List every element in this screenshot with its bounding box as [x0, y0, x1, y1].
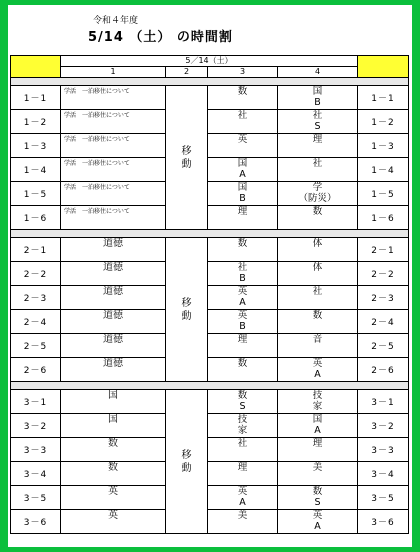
class-label: 1－1	[11, 86, 61, 110]
period-header-3: 3	[208, 67, 278, 78]
class-label: 1－3	[11, 134, 61, 158]
period-3-cell: 理	[208, 462, 278, 486]
class-label: 3－5	[11, 486, 61, 510]
class-label: 3－4	[11, 462, 61, 486]
class-label: 2－5	[11, 334, 61, 358]
table-row	[11, 462, 409, 486]
period-4-cell: 美	[278, 462, 358, 486]
period-1-cell: 道徳	[61, 310, 166, 334]
class-label-right: 2－2	[358, 262, 409, 286]
period-4-cell: 英 A	[278, 358, 358, 382]
table-row	[11, 486, 409, 510]
era-year-label: 令和４年度	[93, 16, 139, 26]
class-label-right: 2－3	[358, 286, 409, 310]
class-label: 3－3	[11, 438, 61, 462]
table-row	[11, 110, 409, 134]
period-1-cell: 英	[61, 486, 166, 510]
period-1-cell: 学活 一泊移住について	[61, 86, 166, 110]
period-4-cell: 社	[278, 158, 358, 182]
class-label: 2－6	[11, 358, 61, 382]
class-label: 2－2	[11, 262, 61, 286]
period-4-cell: 体	[278, 262, 358, 286]
grade-separator	[11, 382, 409, 390]
period-1-cell: 学活 一泊移住について	[61, 206, 166, 230]
period-4-cell: 音	[278, 334, 358, 358]
period-1-cell: 学活 一泊移住について	[61, 110, 166, 134]
class-label-right: 3－5	[358, 486, 409, 510]
period-1-cell: 道徳	[61, 334, 166, 358]
period-3-cell: 社 B	[208, 262, 278, 286]
class-label-right: 2－5	[358, 334, 409, 358]
timetable-sheet	[8, 5, 412, 547]
period-3-cell: 英 A	[208, 486, 278, 510]
grade-separator	[11, 78, 409, 86]
period-3-cell: 数 S	[208, 390, 278, 414]
class-label-right: 2－4	[358, 310, 409, 334]
header-corner-right	[358, 56, 409, 78]
period-4-cell: 学 （防災）	[278, 182, 358, 206]
table-row	[11, 134, 409, 158]
table-row	[11, 206, 409, 230]
class-label-right: 1－6	[358, 206, 409, 230]
period-4-cell: 国 A	[278, 414, 358, 438]
class-label-right: 1－1	[358, 86, 409, 110]
class-label-right: 1－2	[358, 110, 409, 134]
period-4-cell: 英 A	[278, 510, 358, 534]
period-4-cell: 理	[278, 438, 358, 462]
class-label: 3－1	[11, 390, 61, 414]
period-3-cell: 国 B	[208, 182, 278, 206]
period-3-cell: 数	[208, 238, 278, 262]
period-4-cell: 体	[278, 238, 358, 262]
class-label: 3－6	[11, 510, 61, 534]
period-2-cell: 移 動	[166, 238, 208, 382]
period-1-cell: 英	[61, 510, 166, 534]
period-3-cell: 社	[208, 438, 278, 462]
table-row	[11, 310, 409, 334]
grade-separator	[11, 230, 409, 238]
table-row	[11, 334, 409, 358]
period-3-cell: 社	[208, 110, 278, 134]
period-1-cell: 数	[61, 438, 166, 462]
period-4-cell: 数 S	[278, 486, 358, 510]
table-row	[11, 438, 409, 462]
class-label: 1－5	[11, 182, 61, 206]
period-3-cell: 数	[208, 86, 278, 110]
class-label-right: 3－3	[358, 438, 409, 462]
period-2-cell: 移 動	[166, 390, 208, 534]
class-label: 3－2	[11, 414, 61, 438]
period-4-cell: 数	[278, 206, 358, 230]
period-3-cell: 英 A	[208, 286, 278, 310]
class-label-right: 1－4	[358, 158, 409, 182]
class-label-right: 3－4	[358, 462, 409, 486]
period-1-cell: 道徳	[61, 262, 166, 286]
header-corner-left	[11, 56, 61, 78]
timetable	[10, 55, 409, 534]
period-3-cell: 美	[208, 510, 278, 534]
class-label-right: 1－5	[358, 182, 409, 206]
class-label: 2－1	[11, 238, 61, 262]
period-1-cell: 学活 一泊移住について	[61, 182, 166, 206]
class-label: 2－3	[11, 286, 61, 310]
table-row	[11, 390, 409, 414]
class-label: 1－6	[11, 206, 61, 230]
period-3-cell: 数	[208, 358, 278, 382]
period-4-cell: 国 B	[278, 86, 358, 110]
period-3-cell: 国 A	[208, 158, 278, 182]
period-header-2: 2	[166, 67, 208, 78]
period-header-4: 4	[278, 67, 358, 78]
period-3-cell: 理	[208, 206, 278, 230]
period-header-1: 1	[61, 67, 166, 78]
class-label: 1－2	[11, 110, 61, 134]
table-row	[11, 182, 409, 206]
class-label-right: 3－1	[358, 390, 409, 414]
period-4-cell: 数	[278, 310, 358, 334]
period-1-cell: 道徳	[61, 238, 166, 262]
period-3-cell: 英	[208, 134, 278, 158]
table-row	[11, 286, 409, 310]
period-1-cell: 道徳	[61, 286, 166, 310]
table-row	[11, 510, 409, 534]
class-label-right: 1－3	[358, 134, 409, 158]
period-1-cell: 学活 一泊移住について	[61, 158, 166, 182]
period-1-cell: 国	[61, 414, 166, 438]
table-row	[11, 262, 409, 286]
class-label: 1－4	[11, 158, 61, 182]
period-3-cell: 技 家	[208, 414, 278, 438]
table-row	[11, 414, 409, 438]
period-1-cell: 学活 一泊移住について	[61, 134, 166, 158]
table-row	[11, 158, 409, 182]
date-header: 5／14（土）	[61, 56, 358, 67]
period-4-cell: 社 S	[278, 110, 358, 134]
period-1-cell: 国	[61, 390, 166, 414]
table-row	[11, 358, 409, 382]
period-4-cell: 理	[278, 134, 358, 158]
period-3-cell: 英 B	[208, 310, 278, 334]
page-title: 5/14 （土） の時間割	[88, 30, 233, 45]
period-4-cell: 社	[278, 286, 358, 310]
table-row	[11, 86, 409, 110]
period-2-cell: 移 動	[166, 86, 208, 230]
period-4-cell: 技 家	[278, 390, 358, 414]
class-label-right: 3－6	[358, 510, 409, 534]
class-label-right: 3－2	[358, 414, 409, 438]
class-label: 2－4	[11, 310, 61, 334]
table-row	[11, 238, 409, 262]
period-1-cell: 道徳	[61, 358, 166, 382]
class-label-right: 2－1	[358, 238, 409, 262]
period-3-cell: 理	[208, 334, 278, 358]
class-label-right: 2－6	[358, 358, 409, 382]
period-1-cell: 数	[61, 462, 166, 486]
